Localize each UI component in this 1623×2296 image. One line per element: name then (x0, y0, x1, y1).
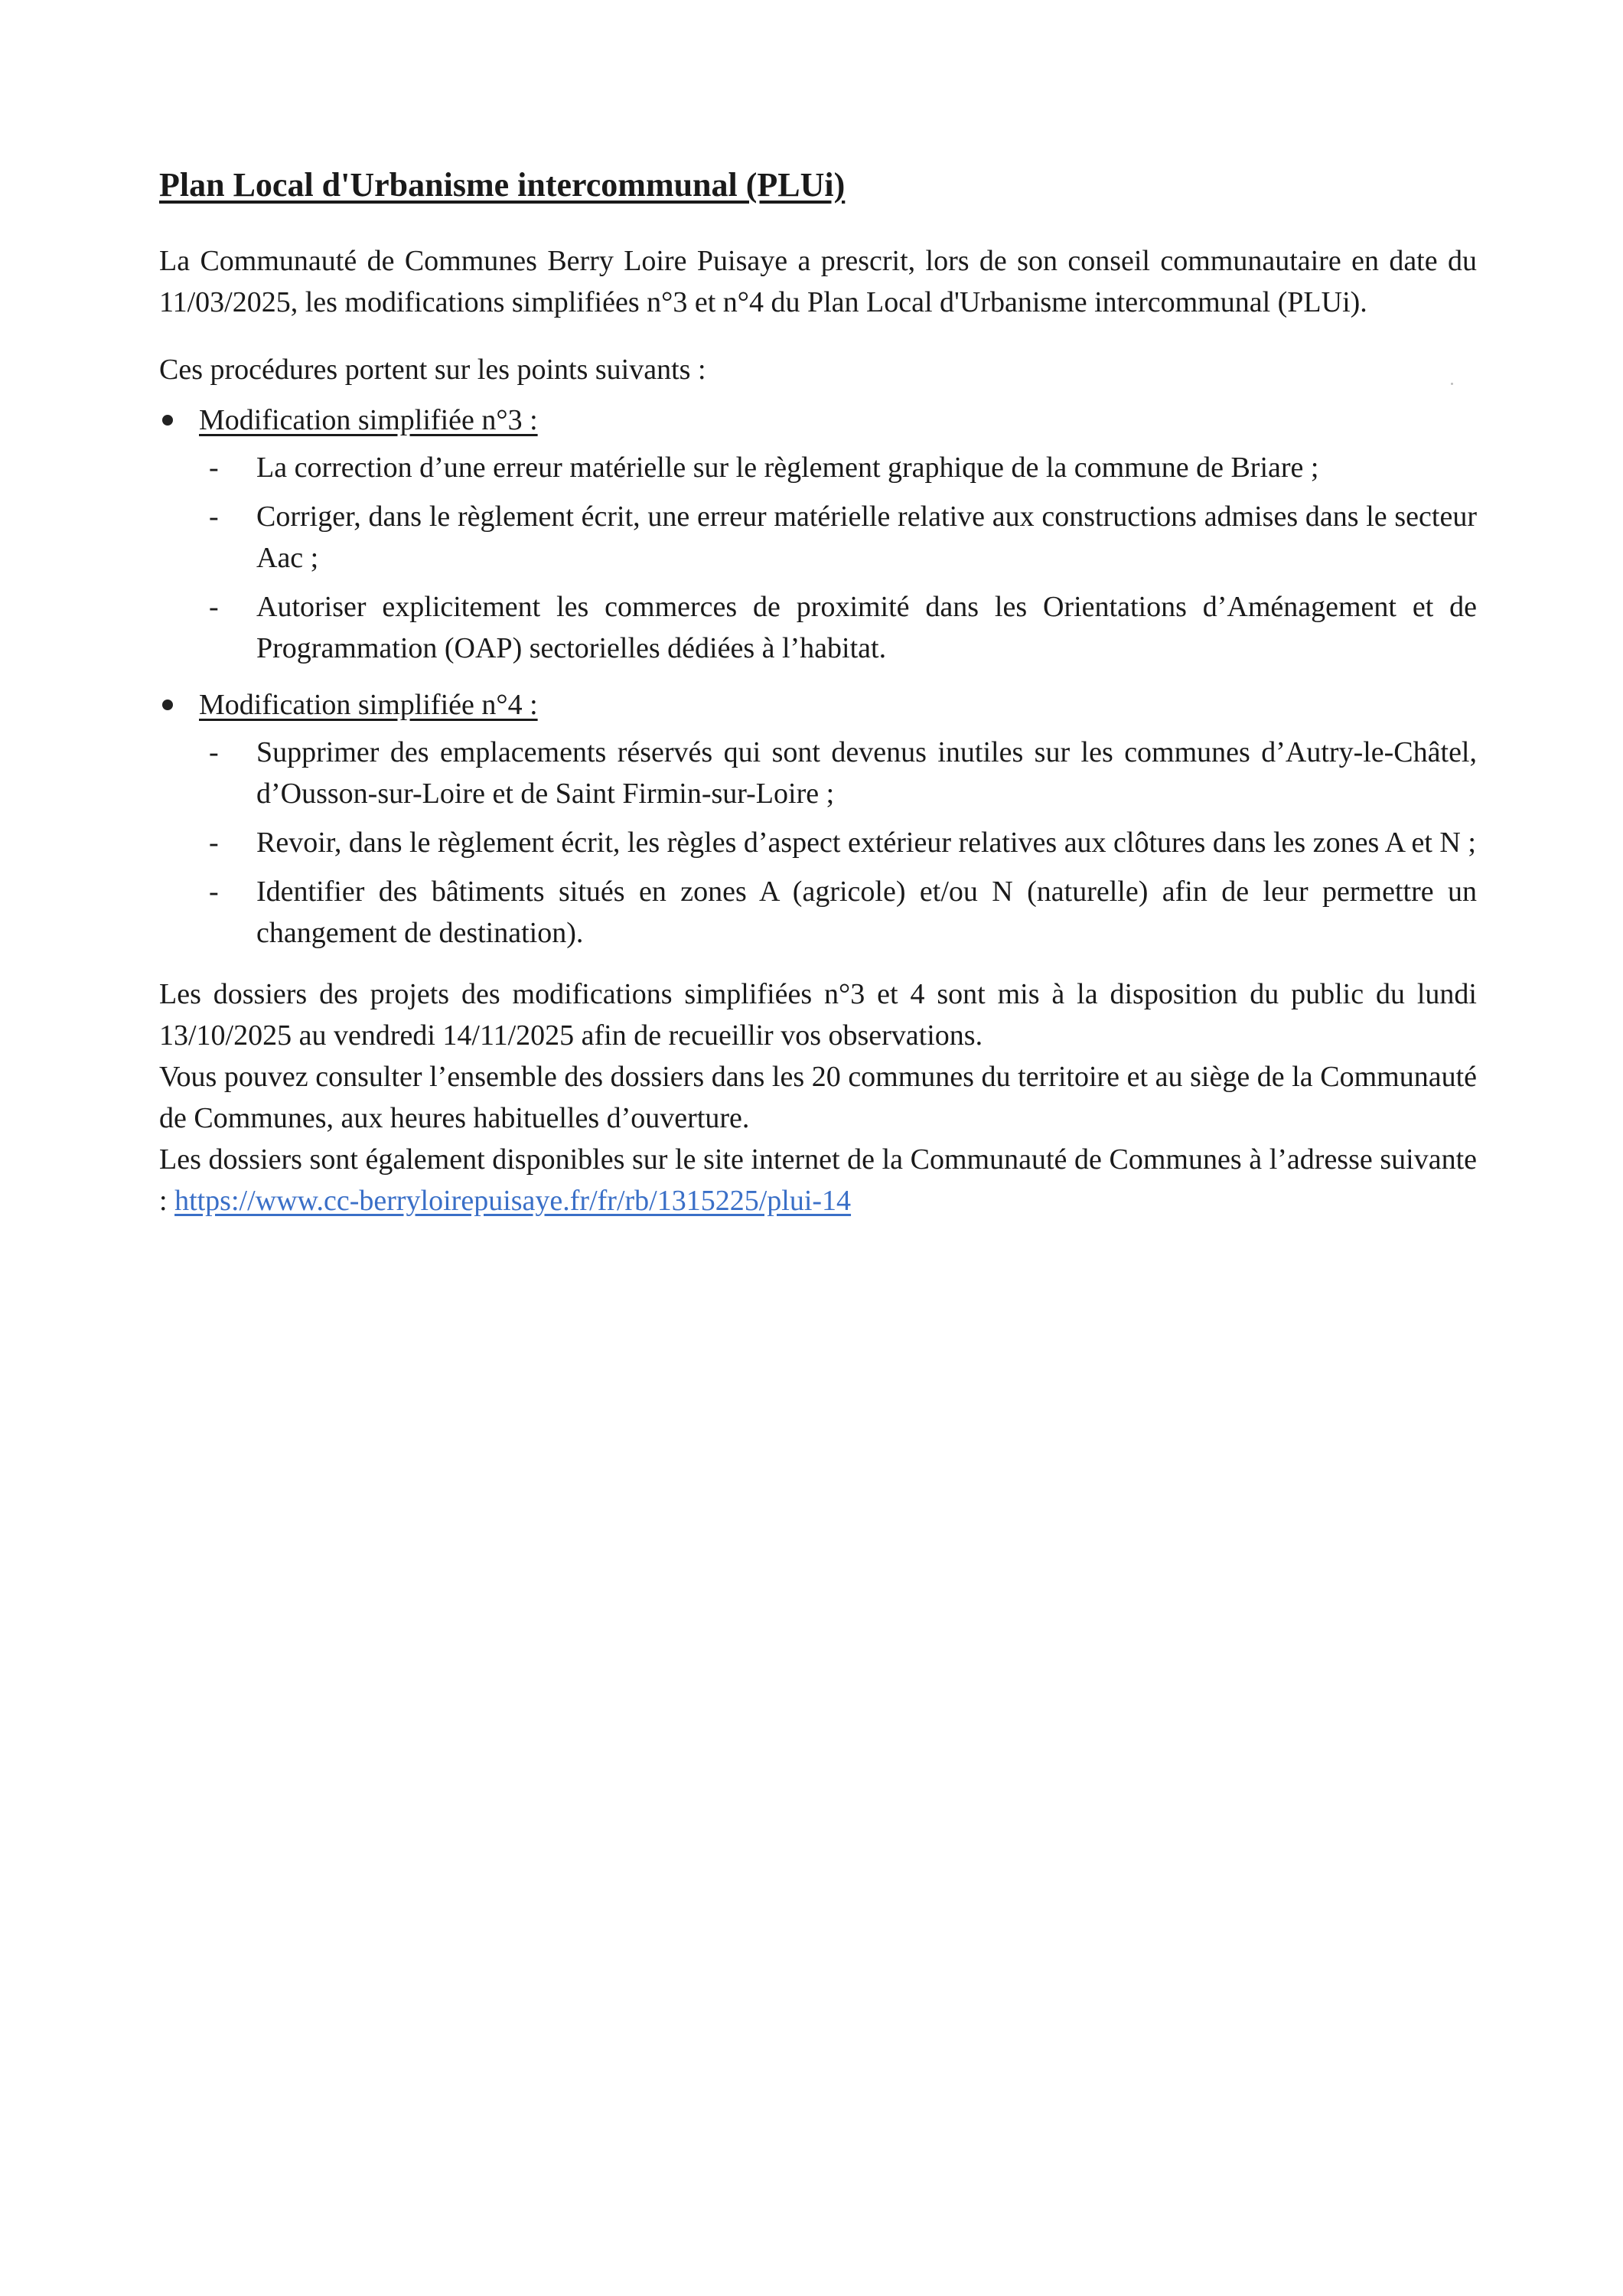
dash-icon: - (209, 736, 219, 768)
closing-block (159, 974, 1477, 1221)
plui-website-link[interactable]: https://www.cc-berryloirepuisaye.fr/fr/rb/1315225/plui-14 (174, 1185, 852, 1217)
list-item (159, 822, 1477, 863)
bullet-icon (162, 700, 173, 710)
dash-icon: - (209, 876, 219, 908)
document-page (159, 164, 1477, 1221)
dash-icon: - (209, 827, 219, 859)
dash-icon: - (209, 591, 219, 623)
lead-paragraph: Ces procédures portent sur les points suivants : (159, 354, 706, 386)
section-heading (159, 684, 1477, 726)
list-item (159, 447, 1477, 488)
list-item-text: Revoir, dans le règlement écrit, les règles d’aspect extérieur relatives aux clôtures dans les zones A et N ; (256, 827, 1476, 859)
scan-speck (1451, 383, 1453, 385)
list-item-text: Identifier des bâtiments situés en zones A (agricole) et/ou N (naturelle) afin de leur permettre un changement de destination). (256, 876, 1477, 949)
page-title: Plan Local d'Urbanisme intercommunal (PLUi) (159, 166, 846, 204)
list-item (159, 586, 1477, 669)
section-modification-4 (159, 684, 1477, 954)
bullet-icon (162, 415, 173, 426)
list-item (159, 732, 1477, 814)
section-title: Modification simplifiée n°3 : (199, 404, 538, 436)
availability-paragraph: Les dossiers des projets des modifications simplifiées n°3 et 4 sont mis à la disposition du public du lundi 13/10/2025 au vendredi 14/11/2025 afin de recueillir vos observations. (159, 978, 1477, 1052)
list-item-text: Corriger, dans le règlement écrit, une erreur matérielle relative aux constructions admises dans le secteur Aac ; (256, 501, 1477, 574)
list-item-text: Supprimer des emplacements réservés qui sont devenus inutiles sur les communes d’Autry-le-Châtel, d’Ousson-sur-Loire et de Saint Firmin-sur-Loire ; (256, 736, 1477, 810)
list-item-text: Autoriser explicitement les commerces de proximité dans les Orientations d’Aménagement et de Programmation (OAP) sectorielles dédiées à l’habitat. (256, 591, 1477, 664)
dash-icon: - (209, 501, 219, 533)
website-text: Les dossiers sont également disponibles sur le site internet de la Communauté de Communes à l’adresse suivante : (159, 1143, 1477, 1217)
intro-paragraph: La Communauté de Communes Berry Loire Puisaye a prescrit, lors de son conseil communautaire en date du 11/03/2025, les modifications simplifiées n°3 et n°4 du Plan Local d'Urbanisme intercommunal (PLUi). (159, 245, 1477, 318)
dash-icon: - (209, 452, 219, 484)
section-modification-3 (159, 400, 1477, 669)
section-heading (159, 400, 1477, 441)
website-paragraph (159, 1139, 1477, 1221)
list-item (159, 496, 1477, 579)
section-title: Modification simplifiée n°4 : (199, 689, 538, 721)
consultation-paragraph: Vous pouvez consulter l’ensemble des dossiers dans les 20 communes du territoire et au siège de la Communauté de Communes, aux heures habituelles d’ouverture. (159, 1061, 1477, 1134)
list-item-text: La correction d’une erreur matérielle sur le règlement graphique de la commune de Briare ; (256, 452, 1319, 484)
list-item (159, 871, 1477, 954)
